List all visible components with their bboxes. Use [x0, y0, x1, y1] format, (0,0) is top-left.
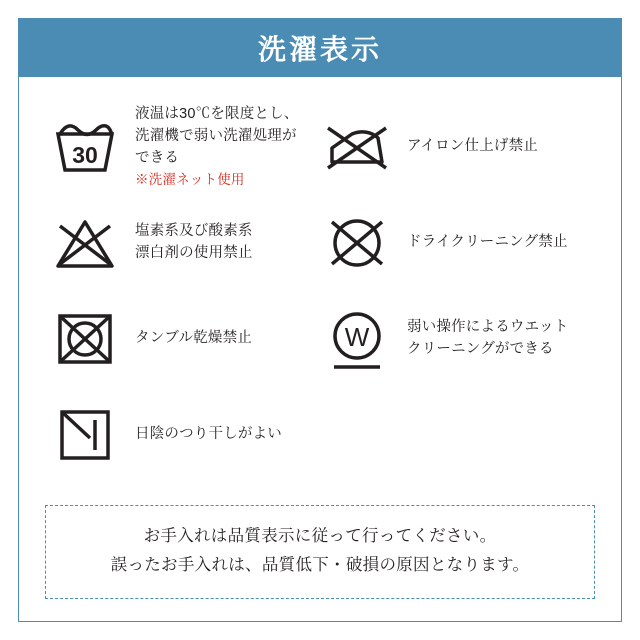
symbol-item-linedry — [49, 387, 321, 483]
page-title: 洗濯表示 — [257, 34, 382, 65]
symbol-item-wetclean — [321, 291, 593, 387]
symbol-caption — [135, 328, 252, 350]
caption-line-2: 漂白剤の使用禁止 — [135, 245, 253, 261]
wet-cleaning-mild-icon — [321, 306, 393, 372]
symbol-caption — [135, 104, 299, 190]
symbol-caption — [407, 232, 568, 254]
svg-text:W: W — [344, 322, 370, 352]
symbol-grid — [27, 93, 613, 483]
svg-text:30: 30 — [72, 142, 98, 168]
symbol-caption — [407, 136, 538, 158]
symbol-item-tumble — [49, 291, 321, 387]
care-note-line-1: お手入れは品質表示に従って行ってください。 — [143, 527, 497, 546]
iron-prohibited-icon — [321, 114, 393, 180]
symbol-item-iron — [321, 99, 593, 195]
caption-line-2: クリーニングができる — [407, 341, 554, 357]
dry-cleaning-prohibited-icon — [321, 210, 393, 276]
symbol-caption — [135, 424, 282, 446]
symbol-item-dryclean — [321, 195, 593, 291]
caption-note: ※洗濯ネット使用 — [135, 171, 245, 187]
caption-line-1: 液温は30℃を限度とし、 — [135, 106, 299, 123]
wash-tub-30-icon — [49, 114, 121, 180]
symbol-area — [19, 77, 621, 621]
caption-line-1: 日陰のつり干しがよい — [135, 426, 282, 443]
symbol-caption — [407, 317, 568, 361]
caption-line-1: 弱い操作によるウエット — [407, 319, 569, 336]
care-note-line-2: 誤ったお手入れは、品質低下・破損の原因となります。 — [110, 556, 530, 575]
caption-line-2: 洗濯機で弱い洗濯処理が — [135, 128, 297, 144]
caption-line-1: ドライクリーニング禁止 — [407, 234, 568, 251]
bleach-prohibited-icon — [49, 210, 121, 276]
caption-line-1: アイロン仕上げ禁止 — [407, 138, 538, 155]
care-note-box — [45, 505, 595, 599]
symbol-caption — [135, 221, 253, 265]
symbol-item-bleach — [49, 195, 321, 291]
caption-line-1: 塩素系及び酸素系 — [135, 223, 253, 240]
symbol-item-wash — [49, 99, 321, 195]
caption-line-1: タンブル乾燥禁止 — [135, 330, 253, 347]
line-dry-in-shade-icon — [49, 402, 121, 468]
title-bar — [19, 19, 621, 77]
tumble-dry-prohibited-icon — [49, 306, 121, 372]
caption-line-3: できる — [135, 149, 180, 166]
poster-frame — [18, 18, 622, 622]
